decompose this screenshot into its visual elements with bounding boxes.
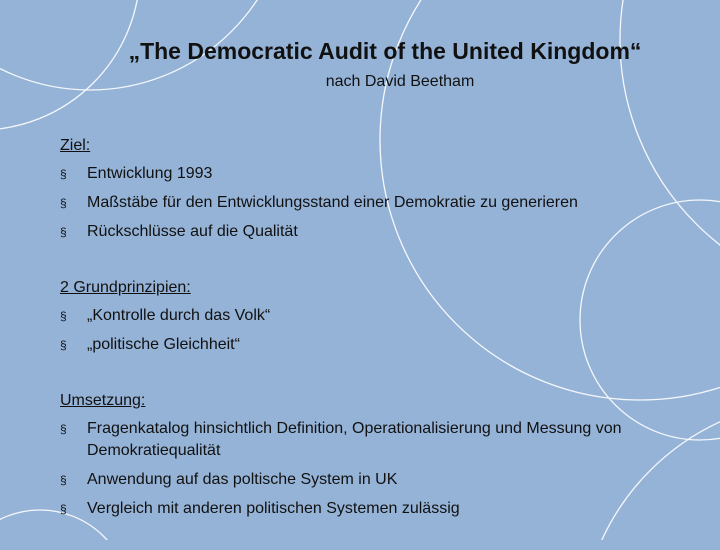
- list-item: [60, 415, 700, 466]
- bullet-icon: §: [60, 422, 67, 436]
- list-item-text: „politische Gleichheit“: [87, 336, 240, 353]
- list-item-text: Vergleich mit anderen politischen Systemen zulässig: [87, 500, 460, 517]
- section-grundprinzipien: [60, 273, 700, 360]
- decor-circle: [0, 0, 140, 130]
- list-item-text: „Kontrolle durch das Volk“: [87, 307, 271, 324]
- list-item: [60, 189, 700, 218]
- list-item-text: Anwendung auf das poltische System in UK: [87, 471, 398, 488]
- slide-body: [60, 131, 700, 550]
- bullet-icon: §: [60, 167, 67, 181]
- section-umsetzung: [60, 386, 700, 524]
- section-heading: Ziel:: [60, 137, 91, 154]
- list-item: [60, 466, 700, 495]
- list-item: [60, 495, 700, 524]
- section-heading: 2 Grundprinzipien:: [60, 279, 191, 296]
- bullet-icon: §: [60, 196, 67, 210]
- list-item-text: Entwicklung 1993: [87, 165, 213, 182]
- list-item: [60, 302, 700, 331]
- slide-subtitle: nach David Beetham: [325, 73, 475, 90]
- section-ziel: [60, 131, 700, 247]
- bullet-icon: §: [60, 225, 67, 239]
- list-item: [60, 218, 700, 247]
- bullet-icon: §: [60, 309, 67, 323]
- list-item: [60, 160, 700, 189]
- bullet-icon: §: [60, 338, 67, 352]
- bullet-icon: §: [60, 502, 67, 516]
- bullet-icon: §: [60, 473, 67, 487]
- slide-title: „The Democratic Audit of the United Kingdom“: [128, 38, 642, 64]
- section-heading: Umsetzung:: [60, 392, 146, 409]
- list-item-text: Rückschlüsse auf die Qualität: [87, 223, 298, 240]
- list-item-text: Maßstäbe für den Entwicklungsstand einer Demokratie zu generieren: [87, 194, 578, 211]
- list-item-text: Fragenkatalog hinsichtlich Definition, Operationalisierung und Messung von Demokratiequalität: [87, 420, 622, 459]
- list-item: [60, 331, 700, 360]
